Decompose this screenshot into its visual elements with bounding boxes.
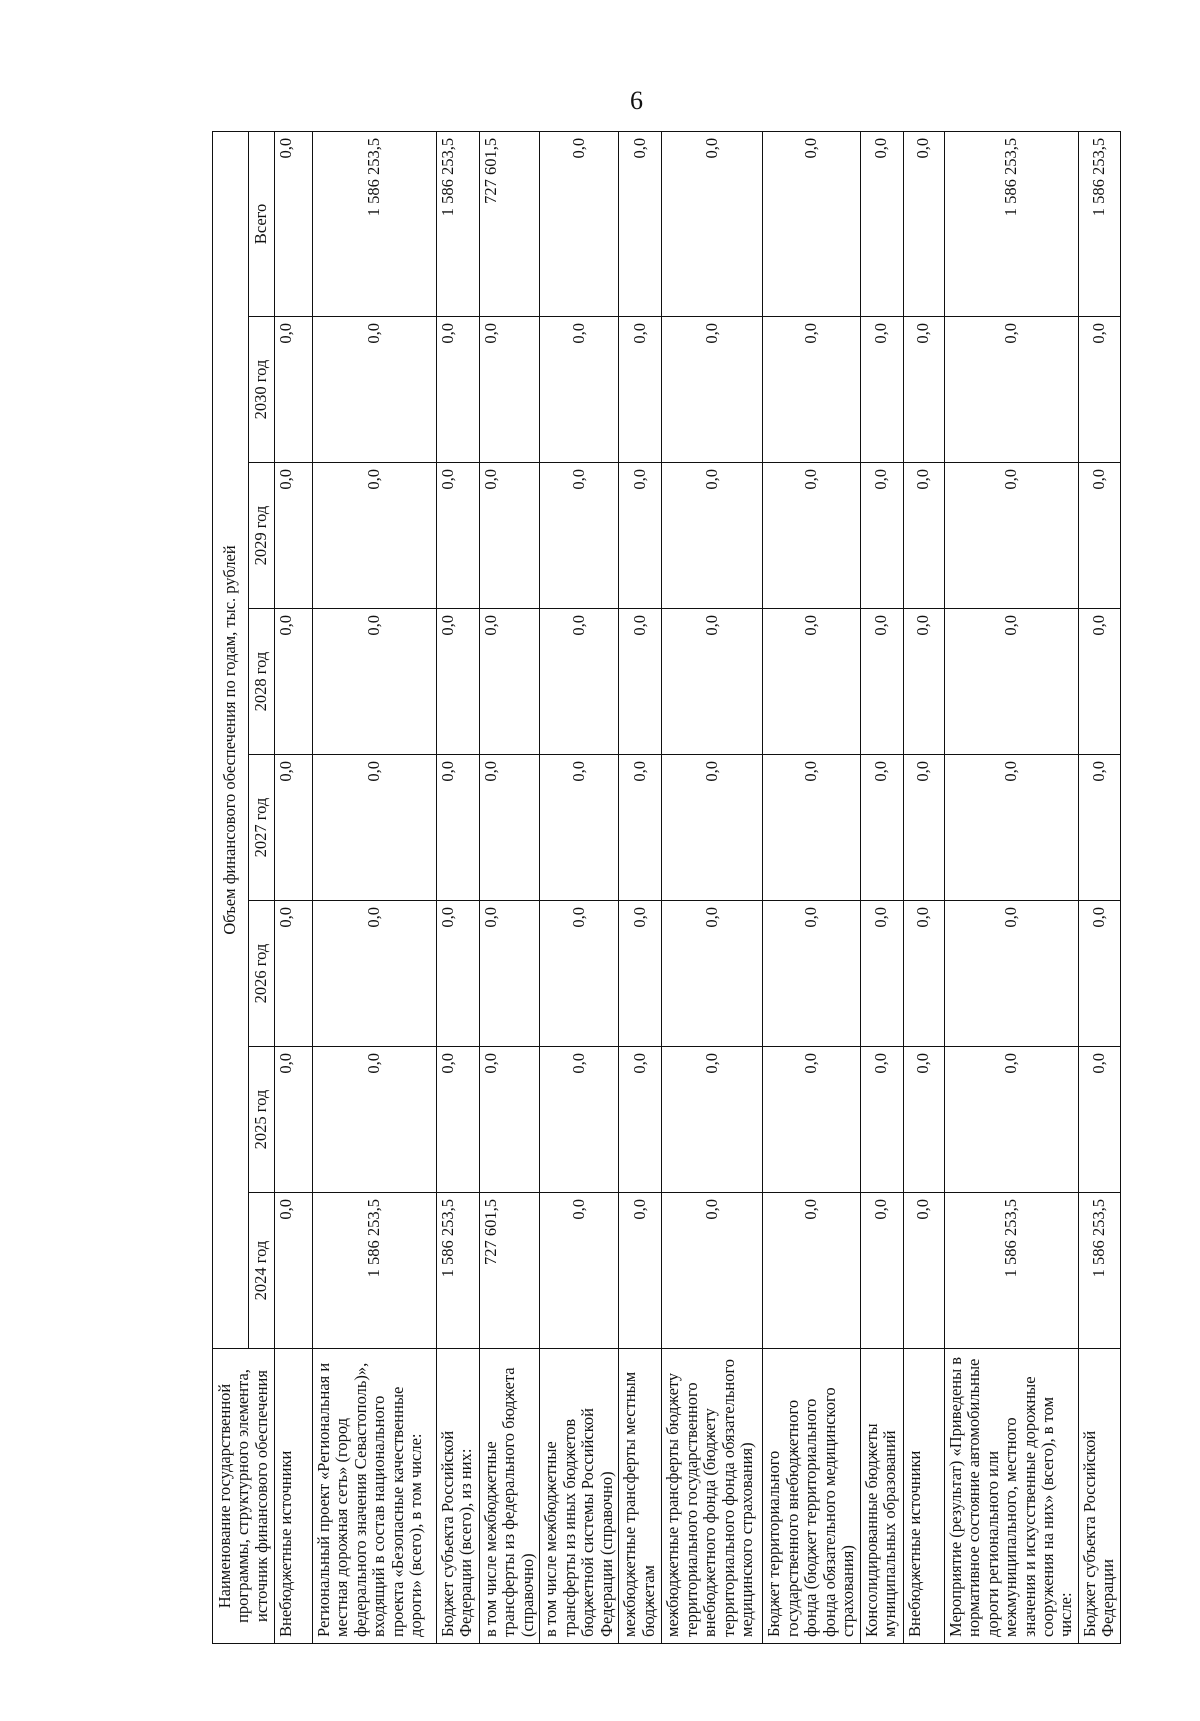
cell-2027: 0,0	[860, 755, 903, 901]
cell-2028: 0,0	[662, 609, 763, 755]
page-number: 6	[630, 86, 643, 115]
header-year-2024: 2024 год	[249, 1193, 275, 1349]
cell-2026: 0,0	[903, 901, 944, 1047]
cell-2028: 0,0	[763, 609, 860, 755]
cell-2025: 0,0	[903, 1047, 944, 1193]
cell-total: 0,0	[662, 131, 763, 316]
cell-2024: 0,0	[619, 1193, 662, 1349]
cell-2025: 0,0	[437, 1047, 480, 1193]
header-name: Наименование государственной программы, структурного элемента, источник финансового обеспечения	[213, 1349, 275, 1644]
table-row	[662, 131, 763, 1643]
row-name: Бюджет территориального государственного внебюджетного фонда (бюджет территориального фонда обязательного медицинского страхования)	[763, 1349, 860, 1644]
cell-2024: 727 601,5	[480, 1193, 540, 1349]
row-name: Консолидированные бюджеты муниципальных образований	[860, 1349, 903, 1644]
cell-2024: 0,0	[903, 1193, 944, 1349]
cell-2024: 1 586 253,5	[944, 1193, 1078, 1349]
table-row	[903, 131, 944, 1643]
header-year-2030: 2030 год	[249, 317, 275, 463]
cell-2027: 0,0	[619, 755, 662, 901]
cell-2024: 0,0	[860, 1193, 903, 1349]
cell-total: 1 586 253,5	[944, 131, 1078, 316]
cell-2030: 0,0	[619, 317, 662, 463]
header-year-2026: 2026 год	[249, 901, 275, 1047]
cell-2027: 0,0	[275, 755, 313, 901]
financing-table	[212, 131, 1121, 1644]
cell-2028: 0,0	[480, 609, 540, 755]
cell-2030: 0,0	[275, 317, 313, 463]
cell-2025: 0,0	[763, 1047, 860, 1193]
table-row	[540, 131, 619, 1643]
cell-2025: 0,0	[540, 1047, 619, 1193]
cell-2030: 0,0	[437, 317, 480, 463]
cell-2027: 0,0	[313, 755, 437, 901]
cell-2025: 0,0	[313, 1047, 437, 1193]
header-year-2025: 2025 год	[249, 1047, 275, 1193]
cell-2026: 0,0	[1078, 901, 1120, 1047]
cell-2026: 0,0	[860, 901, 903, 1047]
cell-2024: 0,0	[275, 1193, 313, 1349]
cell-2025: 0,0	[1078, 1047, 1120, 1193]
header-year-2028: 2028 год	[249, 609, 275, 755]
row-name: Внебюджетные источники	[903, 1349, 944, 1644]
cell-2029: 0,0	[480, 463, 540, 609]
cell-2026: 0,0	[437, 901, 480, 1047]
row-name: Внебюджетные источники	[275, 1349, 313, 1644]
cell-total: 1 586 253,5	[1078, 131, 1120, 316]
cell-2029: 0,0	[540, 463, 619, 609]
cell-2029: 0,0	[944, 463, 1078, 609]
cell-2024: 1 586 253,5	[437, 1193, 480, 1349]
cell-2027: 0,0	[763, 755, 860, 901]
cell-2030: 0,0	[860, 317, 903, 463]
cell-2029: 0,0	[619, 463, 662, 609]
row-name: Бюджет субъекта Российской Федерации (всего), из них:	[437, 1349, 480, 1644]
cell-2028: 0,0	[275, 609, 313, 755]
cell-2028: 0,0	[313, 609, 437, 755]
row-name: в том числе межбюджетные трансферты из федерального бюджета (справочно)	[480, 1349, 540, 1644]
row-name: межбюджетные трансферты местным бюджетам	[619, 1349, 662, 1644]
cell-2028: 0,0	[1078, 609, 1120, 755]
cell-2029: 0,0	[1078, 463, 1120, 609]
cell-total: 0,0	[860, 131, 903, 316]
rotated-table-container	[212, 132, 1118, 1644]
cell-2025: 0,0	[944, 1047, 1078, 1193]
cell-2027: 0,0	[944, 755, 1078, 901]
row-name: Мероприятие (результат) «Приведены в нормативное состояние автомобильные дороги регионального или межмуниципального, местного значения и искусственные дорожные сооружения на них» (всего), в том числе:	[944, 1349, 1078, 1644]
table-row	[944, 131, 1078, 1643]
row-name: в том числе межбюджетные трансферты из иных бюджетов бюджетной системы Российской Федерации (справочно)	[540, 1349, 619, 1644]
cell-2024: 0,0	[662, 1193, 763, 1349]
cell-2028: 0,0	[903, 609, 944, 755]
cell-total: 0,0	[540, 131, 619, 316]
table-row	[860, 131, 903, 1643]
cell-2030: 0,0	[540, 317, 619, 463]
cell-2026: 0,0	[275, 901, 313, 1047]
header-group: Объем финансового обеспечения по годам, тыс. рублей	[213, 131, 249, 1348]
table-row	[313, 131, 437, 1643]
cell-2025: 0,0	[480, 1047, 540, 1193]
cell-2024: 0,0	[763, 1193, 860, 1349]
cell-2030: 0,0	[903, 317, 944, 463]
cell-2026: 0,0	[944, 901, 1078, 1047]
cell-2030: 0,0	[944, 317, 1078, 463]
table-row	[763, 131, 860, 1643]
table-row	[437, 131, 480, 1643]
cell-2029: 0,0	[860, 463, 903, 609]
cell-2030: 0,0	[763, 317, 860, 463]
header-year-2029: 2029 год	[249, 463, 275, 609]
cell-2029: 0,0	[763, 463, 860, 609]
cell-2028: 0,0	[860, 609, 903, 755]
header-year-2027: 2027 год	[249, 755, 275, 901]
cell-2027: 0,0	[480, 755, 540, 901]
cell-2026: 0,0	[662, 901, 763, 1047]
cell-2028: 0,0	[619, 609, 662, 755]
table-row	[275, 131, 313, 1643]
row-name: Региональный проект «Региональная и местная дорожная сеть» (город федерального значения Севастополь)», входящий в состав национального проекта «Безопасные качественные дороги» (всего), в том числе:	[313, 1349, 437, 1644]
cell-total: 727 601,5	[480, 131, 540, 316]
table-row	[480, 131, 540, 1643]
table-row	[619, 131, 662, 1643]
cell-total: 0,0	[619, 131, 662, 316]
cell-2025: 0,0	[619, 1047, 662, 1193]
table-row	[1078, 131, 1120, 1643]
cell-total: 1 586 253,5	[313, 131, 437, 316]
cell-2026: 0,0	[540, 901, 619, 1047]
cell-2030: 0,0	[1078, 317, 1120, 463]
header-row-group	[213, 131, 249, 1643]
cell-2027: 0,0	[662, 755, 763, 901]
cell-2029: 0,0	[313, 463, 437, 609]
cell-2030: 0,0	[662, 317, 763, 463]
header-total: Всего	[249, 131, 275, 316]
row-name: Бюджет субъекта Российской Федерации	[1078, 1349, 1120, 1644]
cell-2030: 0,0	[313, 317, 437, 463]
cell-2025: 0,0	[662, 1047, 763, 1193]
cell-2027: 0,0	[437, 755, 480, 901]
cell-2029: 0,0	[275, 463, 313, 609]
cell-total: 1 586 253,5	[437, 131, 480, 316]
cell-2026: 0,0	[619, 901, 662, 1047]
cell-total: 0,0	[275, 131, 313, 316]
row-name: межбюджетные трансферты бюджету территориального государственного внебюджетного фонда (бюджету территориального фонда обязательного медицинского страхования)	[662, 1349, 763, 1644]
cell-2027: 0,0	[903, 755, 944, 901]
cell-total: 0,0	[903, 131, 944, 316]
cell-total: 0,0	[763, 131, 860, 316]
cell-2030: 0,0	[480, 317, 540, 463]
cell-2029: 0,0	[662, 463, 763, 609]
cell-2028: 0,0	[944, 609, 1078, 755]
cell-2025: 0,0	[860, 1047, 903, 1193]
cell-2024: 1 586 253,5	[313, 1193, 437, 1349]
cell-2027: 0,0	[540, 755, 619, 901]
cell-2025: 0,0	[275, 1047, 313, 1193]
cell-2027: 0,0	[1078, 755, 1120, 901]
cell-2024: 0,0	[540, 1193, 619, 1349]
cell-2029: 0,0	[437, 463, 480, 609]
cell-2026: 0,0	[480, 901, 540, 1047]
cell-2029: 0,0	[903, 463, 944, 609]
cell-2026: 0,0	[313, 901, 437, 1047]
cell-2026: 0,0	[763, 901, 860, 1047]
cell-2028: 0,0	[437, 609, 480, 755]
cell-2024: 1 586 253,5	[1078, 1193, 1120, 1349]
cell-2028: 0,0	[540, 609, 619, 755]
